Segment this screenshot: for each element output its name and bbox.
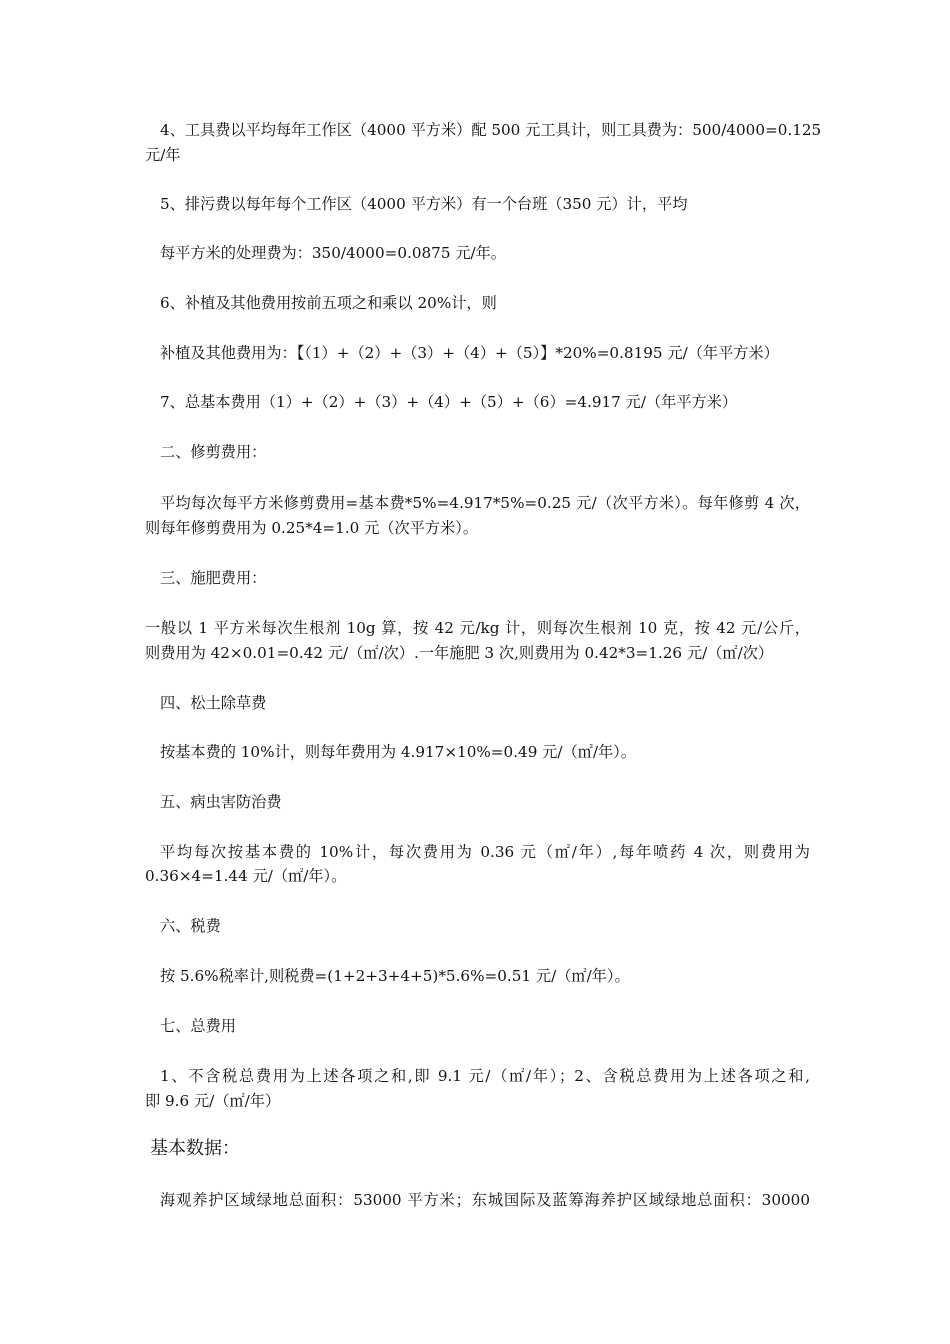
- section-heading-pruning: 二、修剪费用：: [160, 443, 267, 461]
- basic-data-heading: 基本数据：: [150, 1138, 240, 1159]
- section-heading-pest-control: 五、病虫害防治费: [160, 793, 282, 811]
- pruning-fee-line-2: 则每年修剪费用为 0.25*4=1.0 元（次平方米）。: [145, 519, 479, 537]
- total-fee-line-2: 即 9.6 元/（㎡/年）: [145, 1092, 281, 1110]
- pruning-fee-line-1: 平均每次每平方米修剪费用=基本费*5%=4.917*5%=0.25 元/（次平方米）。每年修剪 4 次，: [160, 494, 810, 512]
- section-heading-total: 七、总费用: [160, 1017, 236, 1035]
- replant-fee-calc: 补植及其他费用为：【（1）+（2）+（3）+（4）+（5）】*20%=0.8195 元/（年平方米）: [160, 344, 779, 362]
- section-heading-weeding: 四、松土除草费: [160, 694, 267, 712]
- pest-control-line-1: 平均每次按基本费的 10%计，每次费用为 0.36 元（㎡/年）,每年喷药 4 次，则费用为: [160, 843, 810, 861]
- basic-data-line: 海观养护区域绿地总面积：53000 平方米；东城国际及蓝筹海养护区域绿地总面积：30000: [160, 1191, 810, 1209]
- weeding-fee-line: 按基本费的 10%计，则每年费用为 4.917×10%=0.49 元/（㎡/年）。: [160, 743, 636, 761]
- sewage-fee-calc: 每平方米的处理费为：350/4000=0.0875 元/年。: [160, 244, 507, 262]
- tool-fee-line-2: 元/年: [145, 146, 181, 164]
- total-fee-line-1: 1、不含税总费用为上述各项之和,即 9.1 元/（㎡/年）；2、含税总费用为上述各项之和,: [160, 1067, 810, 1085]
- total-basic-fee: 7、总基本费用（1）+（2）+（3）+（4）+（5）+（6）=4.917 元/（年平方米）: [160, 393, 738, 411]
- pest-control-line-2: 0.36×4=1.44 元/（㎡/年）。: [145, 867, 347, 885]
- tool-fee-line-1: 4、工具费以平均每年工作区（4000 平方米）配 500 元工具计，则工具费为：500/4000=0.125: [160, 121, 822, 139]
- fertilizer-fee-line-2: 则费用为 42×0.01=0.42 元/（㎡/次）.一年施肥 3 次,则费用为 0.42*3=1.26 元/（㎡/次）: [145, 644, 774, 662]
- section-heading-fertilizer: 三、施肥费用：: [160, 569, 267, 587]
- fertilizer-fee-line-1: 一般以 1 平方米每次生根剂 10g 算，按 42 元/kg 计，则每次生根剂 10 克，按 42 元/公斤，: [145, 619, 810, 637]
- section-heading-tax: 六、税费: [160, 917, 221, 935]
- tax-fee-line: 按 5.6%税率计,则税费=(1+2+3+4+5)*5.6%=0.51 元/（㎡/年）。: [160, 967, 630, 985]
- sewage-fee-line: 5、排污费以每年每个工作区（4000 平方米）有一个台班（350 元）计，平均: [160, 195, 688, 213]
- replant-fee-line: 6、补植及其他费用按前五项之和乘以 20%计，则: [160, 294, 497, 312]
